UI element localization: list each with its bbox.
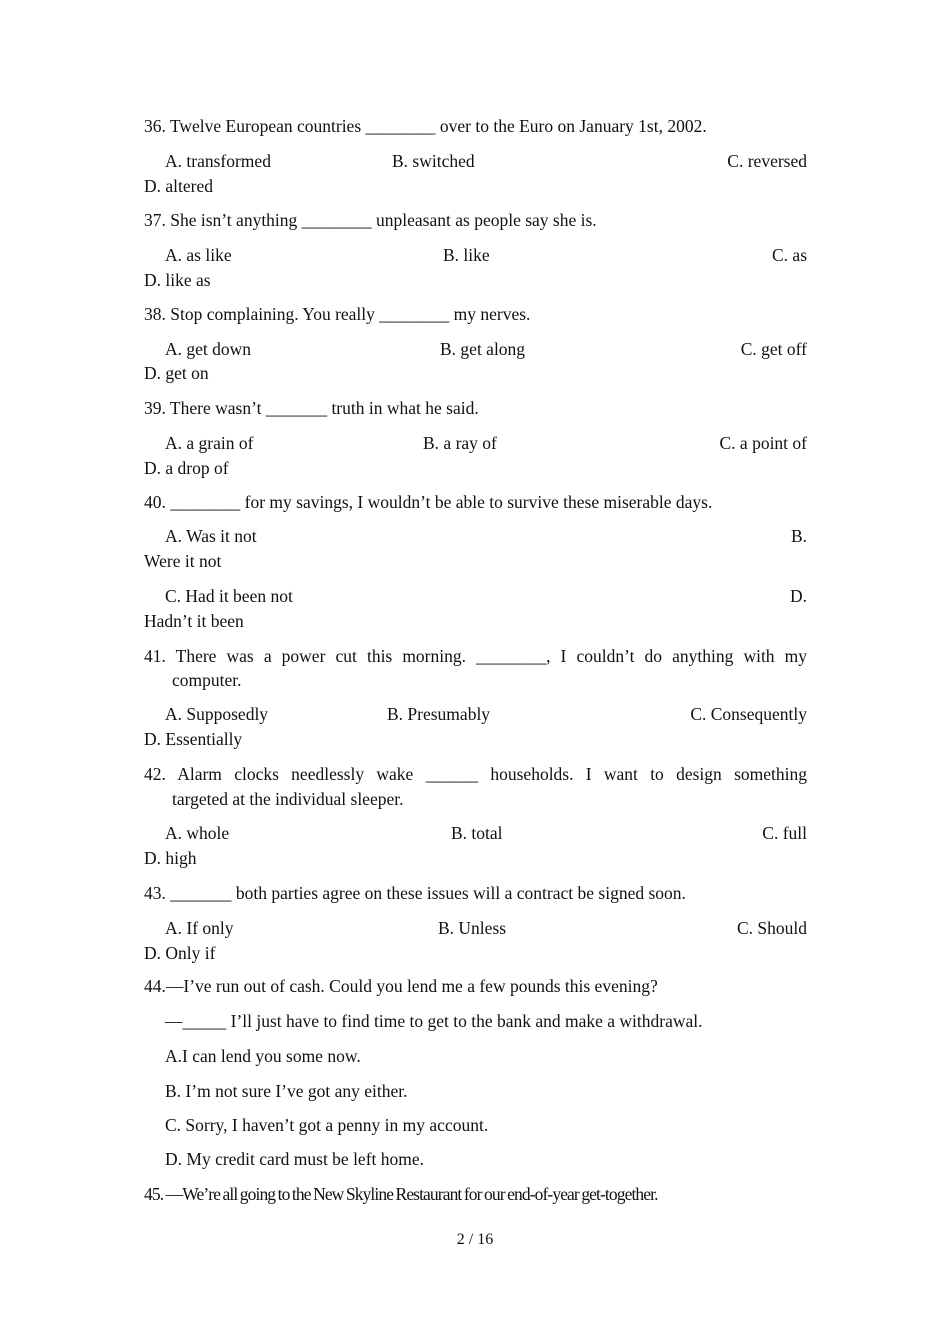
q39-option-a: A. a grain of — [165, 433, 254, 453]
question-42-stem-line1: 42. Alarm clocks needlessly wake ______ households. I want to design something — [144, 764, 807, 784]
q44-option-c: C. Sorry, I haven’t got a penny in my account. — [165, 1115, 489, 1135]
q42-option-a: A. whole — [165, 823, 230, 843]
q41-option-c: C. Consequently — [690, 704, 807, 724]
q40-option-d-prefix: D. — [789, 586, 807, 606]
q36-option-a: A. transformed — [165, 151, 271, 171]
question-40-stem: 40. ________ for my savings, I wouldn’t be able to survive these miserable days. — [144, 492, 713, 512]
question-44-stem: 44.—I’ve run out of cash. Could you lend me a few pounds this evening? — [144, 976, 658, 996]
q43-option-c: C. Should — [736, 918, 807, 938]
q39-option-b: B. a ray of — [423, 433, 497, 453]
q40-option-d-text: Hadn’t it been — [144, 611, 244, 631]
q36-option-d: D. altered — [144, 176, 213, 196]
q37-option-b: B. like — [443, 245, 490, 265]
question-37-stem: 37. She isn’t anything ________ unpleasant as people say she is. — [144, 210, 597, 230]
q41-option-d: D. Essentially — [144, 729, 243, 749]
question-41-stem-line2: computer. — [172, 670, 242, 690]
q37-option-a: A. as like — [165, 245, 232, 265]
q40-option-b-prefix: B. — [790, 526, 807, 546]
question-36-stem: 36. Twelve European countries ________ over to the Euro on January 1st, 2002. — [144, 116, 707, 136]
q36-option-b: B. switched — [392, 151, 475, 171]
q41-option-b: B. Presumably — [387, 704, 491, 724]
q44-option-d: D. My credit card must be left home. — [165, 1149, 425, 1169]
q38-option-d: D. get on — [144, 363, 209, 383]
q40-option-c: C. Had it been not — [165, 586, 293, 606]
q44-option-b: B. I’m not sure I’ve got any either. — [165, 1081, 408, 1101]
q36-option-c: C. reversed — [727, 151, 807, 171]
q42-option-d: D. high — [144, 848, 197, 868]
q42-option-c: C. full — [762, 823, 807, 843]
question-39-stem: 39. There wasn’t _______ truth in what he said. — [144, 398, 479, 418]
q40-option-b-text: Were it not — [144, 551, 222, 571]
q43-option-d: D. Only if — [144, 943, 216, 963]
question-38-stem: 38. Stop complaining. You really ________ my nerves. — [144, 304, 531, 324]
question-45-stem: 45. —We’re all going to the New Skyline Restaurant for our end-of-year get-together. — [144, 1184, 658, 1204]
q39-option-d: D. a drop of — [144, 458, 229, 478]
q43-option-b: B. Unless — [438, 918, 507, 938]
q38-option-c: C. get off — [740, 339, 807, 359]
q42-option-b: B. total — [451, 823, 503, 843]
q44-option-a: A.I can lend you some now. — [165, 1046, 361, 1066]
page-number: 2 / 16 — [456, 1231, 494, 1248]
q37-option-d: D. like as — [144, 270, 211, 290]
q43-option-a: A. If only — [165, 918, 234, 938]
q38-option-a: A. get down — [165, 339, 252, 359]
q38-option-b: B. get along — [440, 339, 526, 359]
question-43-stem: 43. _______ both parties agree on these issues will a contract be signed soon. — [144, 883, 686, 903]
question-41-stem-line1: 41. There was a power cut this morning. ________, I couldn’t do anything with my — [144, 646, 807, 666]
question-42-stem-line2: targeted at the individual sleeper. — [172, 789, 404, 809]
question-44-reply: —_____ I’ll just have to find time to get to the bank and make a withdrawal. — [165, 1011, 703, 1031]
q39-option-c: C. a point of — [719, 433, 807, 453]
q40-option-a: A. Was it not — [165, 526, 257, 546]
q41-option-a: A. Supposedly — [165, 704, 269, 724]
q37-option-c: C. as — [772, 245, 807, 265]
